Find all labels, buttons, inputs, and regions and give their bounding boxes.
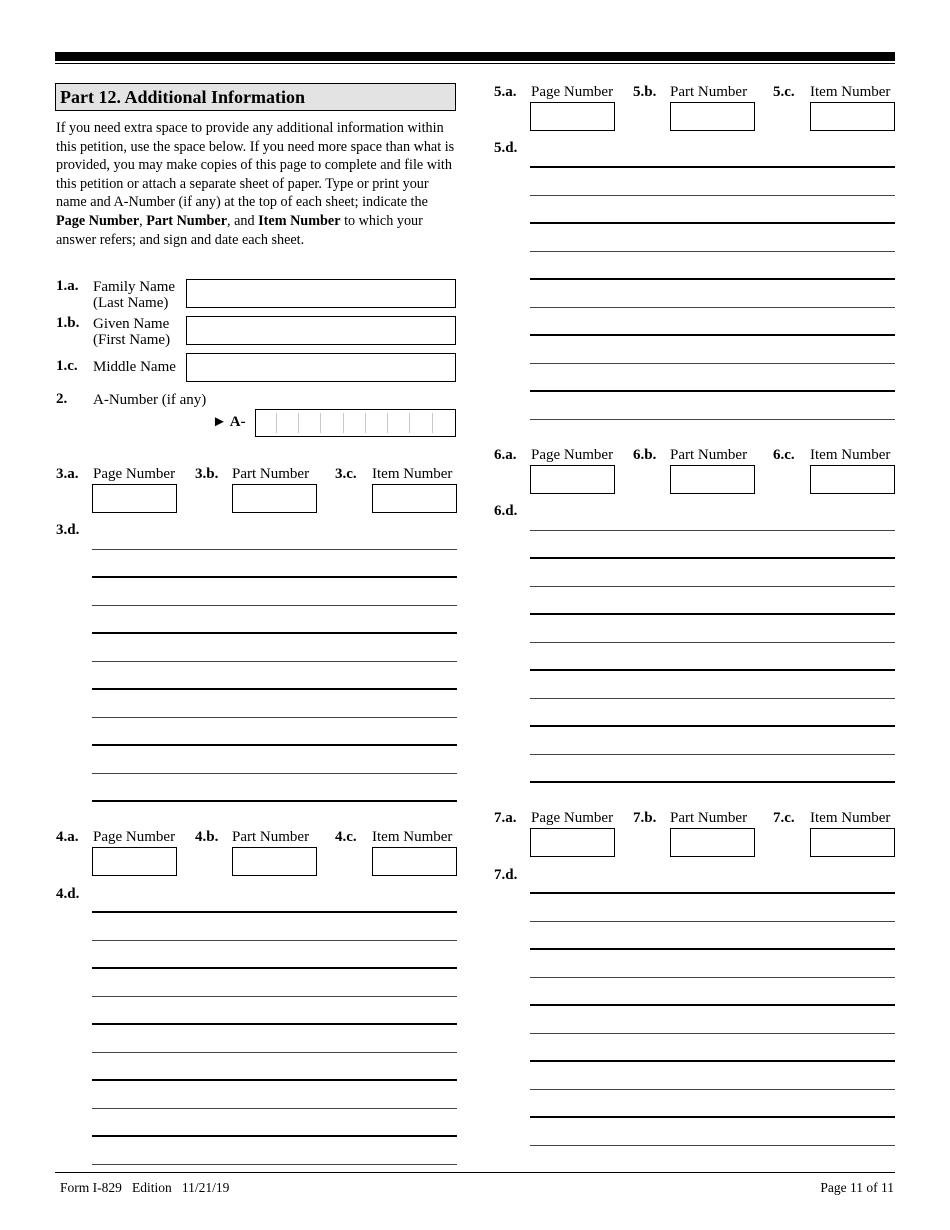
part-number-label: Part Number bbox=[670, 84, 748, 100]
a-number-cell-divider bbox=[365, 413, 366, 433]
family-name-field[interactable] bbox=[186, 279, 456, 308]
page-number-field[interactable] bbox=[530, 828, 615, 857]
part-number-label: Part Number bbox=[670, 810, 748, 826]
answer-line[interactable] bbox=[92, 800, 457, 802]
a-number-cell-divider bbox=[432, 413, 433, 433]
answer-line[interactable] bbox=[530, 419, 895, 420]
item-number-5c: 5.c. bbox=[773, 84, 795, 100]
page-number-label: Page Number bbox=[531, 810, 614, 826]
item-number-6a: 6.a. bbox=[494, 447, 517, 463]
answer-line[interactable] bbox=[530, 251, 895, 252]
top-rule-thick bbox=[55, 52, 895, 61]
answer-line[interactable] bbox=[92, 1023, 457, 1025]
item-number-4a: 4.a. bbox=[56, 829, 79, 845]
item-number-4c: 4.c. bbox=[335, 829, 357, 845]
intro-text: If you need extra space to provide any additional information within this petition, use the space below. If you need more space than what is provided, you may make copies of this page to complete and file with this petition or attach a separate sheet of paper. Type or print your name and A-Number (if any) at the top of each sheet; indicate the bbox=[56, 120, 455, 211]
part-number-field[interactable] bbox=[670, 828, 755, 857]
answer-line[interactable] bbox=[530, 781, 895, 783]
answer-line[interactable] bbox=[92, 744, 457, 746]
item-number-label: Item Number bbox=[810, 447, 891, 463]
item-number-label: Item Number bbox=[810, 810, 891, 826]
a-number-cell-divider bbox=[409, 413, 410, 433]
part-number-label: Part Number bbox=[232, 466, 310, 482]
part-number-label: Part Number bbox=[670, 447, 748, 463]
answer-line[interactable] bbox=[92, 1052, 457, 1053]
item-number-field[interactable] bbox=[372, 484, 457, 513]
a-number-cell-divider bbox=[298, 413, 299, 433]
page-number-label: Page Number bbox=[93, 466, 176, 482]
a-number-field[interactable] bbox=[255, 409, 456, 437]
answer-line[interactable] bbox=[530, 334, 895, 336]
item-number-field[interactable] bbox=[810, 102, 895, 131]
page-number-label: Page Number bbox=[93, 829, 176, 845]
a-number-cell-divider bbox=[343, 413, 344, 433]
item-number-4d: 4.d. bbox=[56, 886, 80, 902]
answer-line[interactable] bbox=[530, 613, 895, 615]
answer-line[interactable] bbox=[530, 166, 895, 168]
part-number-field[interactable] bbox=[232, 847, 317, 876]
answer-line[interactable] bbox=[92, 1164, 457, 1165]
answer-line[interactable] bbox=[92, 996, 457, 997]
answer-line[interactable] bbox=[530, 921, 895, 922]
item-number-field[interactable] bbox=[372, 847, 457, 876]
answer-line[interactable] bbox=[530, 754, 895, 755]
answer-line[interactable] bbox=[530, 557, 895, 559]
item-number-6c: 6.c. bbox=[773, 447, 795, 463]
intro-text: , bbox=[139, 212, 147, 229]
answer-line[interactable] bbox=[92, 1108, 457, 1109]
item-number-1a: 1.a. bbox=[56, 278, 79, 294]
answer-line[interactable] bbox=[530, 642, 895, 643]
top-rule-thin bbox=[55, 63, 895, 64]
given-name-label-line: (First Name) bbox=[93, 332, 171, 348]
answer-line[interactable] bbox=[530, 307, 895, 308]
page-number-field[interactable] bbox=[92, 847, 177, 876]
intro-bold: Part Number bbox=[146, 212, 228, 229]
answer-line[interactable] bbox=[530, 1004, 895, 1006]
intro-paragraph bbox=[56, 119, 460, 249]
intro-bold: Item Number bbox=[258, 212, 341, 229]
answer-line[interactable] bbox=[92, 632, 457, 634]
answer-line[interactable] bbox=[530, 363, 895, 364]
answer-line[interactable] bbox=[530, 669, 895, 671]
answer-line[interactable] bbox=[530, 390, 895, 392]
family-name-label bbox=[93, 279, 175, 311]
answer-line[interactable] bbox=[530, 1116, 895, 1118]
answer-line[interactable] bbox=[92, 911, 457, 913]
form-edition: Form I-829 Edition 11/21/19 bbox=[60, 1180, 230, 1195]
answer-line[interactable] bbox=[530, 278, 895, 280]
item-number-label: Item Number bbox=[372, 466, 453, 482]
item-number-3c: 3.c. bbox=[335, 466, 357, 482]
answer-line[interactable] bbox=[530, 195, 895, 196]
item-number-3d: 3.d. bbox=[56, 522, 80, 538]
intro-bold: Page Number bbox=[56, 212, 140, 229]
answer-line[interactable] bbox=[530, 977, 895, 978]
page-indicator: Page 11 of 11 bbox=[820, 1180, 894, 1195]
page-number-field[interactable] bbox=[530, 465, 615, 494]
item-number-label: Item Number bbox=[372, 829, 453, 845]
item-number-2: 2. bbox=[56, 391, 68, 407]
answer-line[interactable] bbox=[530, 222, 895, 224]
answer-line[interactable] bbox=[530, 948, 895, 950]
given-name-field[interactable] bbox=[186, 316, 456, 345]
item-number-6d: 6.d. bbox=[494, 503, 518, 519]
answer-line[interactable] bbox=[530, 1060, 895, 1062]
a-number-prefix: ► A- bbox=[212, 414, 246, 430]
answer-line[interactable] bbox=[92, 1079, 457, 1081]
intro-text: , and bbox=[227, 212, 259, 229]
answer-line[interactable] bbox=[92, 576, 457, 578]
answer-line[interactable] bbox=[92, 967, 457, 969]
page-number-field[interactable] bbox=[530, 102, 615, 131]
item-number-7a: 7.a. bbox=[494, 810, 517, 826]
part-header: Part 12. Additional Information bbox=[55, 83, 456, 111]
part-number-field[interactable] bbox=[670, 102, 755, 131]
answer-line[interactable] bbox=[92, 605, 457, 606]
middle-name-label: Middle Name bbox=[93, 359, 176, 375]
answer-line[interactable] bbox=[530, 1033, 895, 1034]
intro-text: to which your answer refers; and sign and date each sheet. bbox=[56, 212, 423, 248]
answer-line[interactable] bbox=[92, 940, 457, 941]
family-name-label-line: (Last Name) bbox=[93, 295, 169, 311]
item-number-3b: 3.b. bbox=[195, 466, 219, 482]
answer-line[interactable] bbox=[530, 698, 895, 699]
part-number-label: Part Number bbox=[232, 829, 310, 845]
item-number-5a: 5.a. bbox=[494, 84, 517, 100]
part-number-field[interactable] bbox=[670, 465, 755, 494]
item-number-3a: 3.a. bbox=[56, 466, 79, 482]
item-number-5d: 5.d. bbox=[494, 140, 518, 156]
page-number-label: Page Number bbox=[531, 84, 614, 100]
answer-line[interactable] bbox=[530, 1089, 895, 1090]
part-number-field[interactable] bbox=[232, 484, 317, 513]
answer-line[interactable] bbox=[530, 892, 895, 894]
answer-line[interactable] bbox=[530, 530, 895, 531]
page-number-field[interactable] bbox=[92, 484, 177, 513]
answer-line[interactable] bbox=[92, 688, 457, 690]
given-name-label bbox=[93, 316, 170, 348]
answer-line[interactable] bbox=[92, 1135, 457, 1137]
answer-line[interactable] bbox=[92, 661, 457, 662]
family-name-label-line: Family Name bbox=[93, 279, 176, 295]
answer-line[interactable] bbox=[92, 549, 457, 550]
a-number-cell-divider bbox=[276, 413, 277, 433]
item-number-6b: 6.b. bbox=[633, 447, 657, 463]
item-number-7b: 7.b. bbox=[633, 810, 657, 826]
item-number-4b: 4.b. bbox=[195, 829, 219, 845]
a-number-cell-divider bbox=[387, 413, 388, 433]
a-number-label: A-Number (if any) bbox=[93, 392, 207, 408]
item-number-1b: 1.b. bbox=[56, 315, 80, 331]
item-number-field[interactable] bbox=[810, 465, 895, 494]
a-number-cell-divider bbox=[320, 413, 321, 433]
answer-line[interactable] bbox=[92, 717, 457, 718]
answer-line[interactable] bbox=[530, 1145, 895, 1146]
item-number-7d: 7.d. bbox=[494, 867, 518, 883]
item-number-field[interactable] bbox=[810, 828, 895, 857]
item-number-1c: 1.c. bbox=[56, 358, 78, 374]
middle-name-field[interactable] bbox=[186, 353, 456, 382]
footer-rule bbox=[55, 1172, 895, 1173]
given-name-label-line: Given Name bbox=[93, 316, 170, 332]
answer-line[interactable] bbox=[530, 725, 895, 727]
answer-line[interactable] bbox=[92, 773, 457, 774]
answer-line[interactable] bbox=[530, 586, 895, 587]
item-number-label: Item Number bbox=[810, 84, 891, 100]
item-number-5b: 5.b. bbox=[633, 84, 657, 100]
item-number-7c: 7.c. bbox=[773, 810, 795, 826]
page-number-label: Page Number bbox=[531, 447, 614, 463]
